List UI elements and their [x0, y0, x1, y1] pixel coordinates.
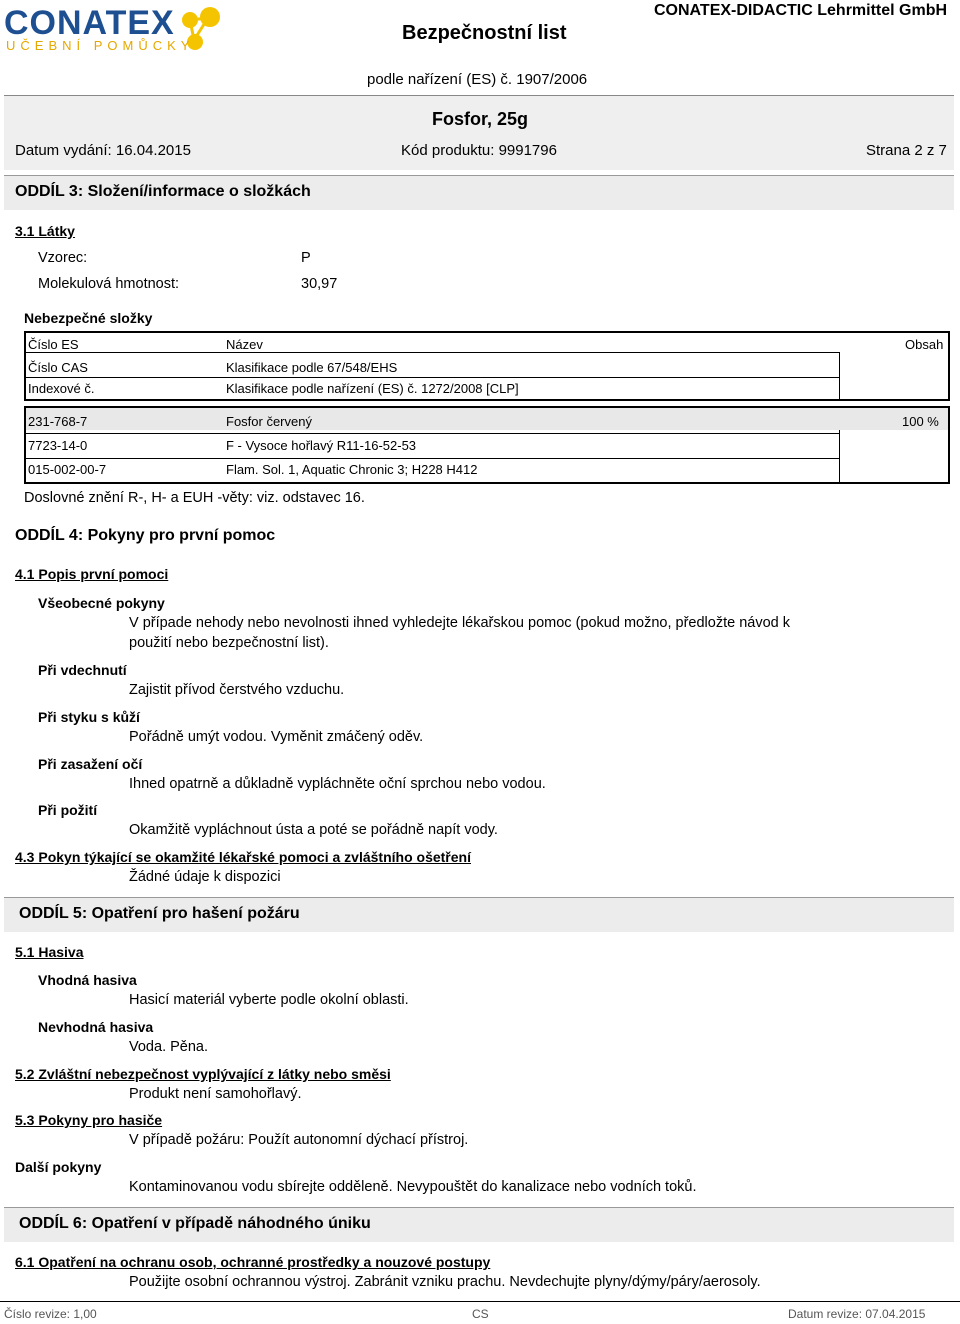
- language-code: CS: [472, 1307, 489, 1321]
- molecular-weight-label: Molekulová hmotnost:: [38, 276, 180, 292]
- unsuitable-media-label: Nevhodná hasiva: [38, 1019, 154, 1035]
- header-classification-clp: Klasifikace podle nařízení (ES) č. 1272/2008 [CLP]: [226, 381, 519, 396]
- section-4-title: ODDÍL 4: Pokyny pro první pomoc: [15, 527, 276, 544]
- formula-label: Vzorec:: [38, 250, 88, 266]
- other-info-label: Další pokyny: [15, 1159, 102, 1175]
- r-h-phrases-note: Doslovné znění R-, H- a EUH -věty: viz. odstavec 16.: [24, 490, 365, 506]
- product-name: Fosfor, 25g: [431, 109, 529, 129]
- section-3-title: ODDÍL 3: Složení/informace o složkách: [15, 183, 311, 200]
- section-6-title: ODDÍL 6: Opatření v případě náhodného úniku: [19, 1215, 371, 1232]
- inhalation-label: Při vdechnutí: [38, 662, 127, 678]
- header-cas-number: Číslo CAS: [28, 360, 88, 375]
- product-code: Kód produktu: 9991796: [401, 142, 557, 159]
- logo-subtitle: UČEBNÍ POMŮCKY: [6, 38, 195, 53]
- general-text-line-2: použití nebo bezpečnostní list).: [129, 635, 329, 651]
- subsection-6-1: 6.1 Opatření na ochranu osob, ochranné prostředky a nouzové postupy: [15, 1254, 491, 1270]
- row-index-number: 015-002-00-7: [28, 462, 107, 477]
- section-5-title: ODDÍL 5: Opatření pro hašení požáru: [19, 905, 300, 922]
- revision-number: Číslo revize: 1,00: [4, 1307, 97, 1321]
- row-content: 100 %: [902, 414, 939, 429]
- other-info-text: Kontaminovanou vodu sbírejte odděleně. Nevypouštět do kanalizace nebo vodních toků.: [129, 1179, 697, 1195]
- header-classification-eec: Klasifikace podle 67/548/EHS: [226, 360, 398, 375]
- subsection-3-1: 3.1 Látky: [15, 223, 75, 239]
- row-cas-number: 7723-14-0: [28, 438, 88, 453]
- hazard-components-title: Nebezpečné složky: [24, 310, 153, 326]
- molecular-weight-value: 30,97: [301, 276, 338, 292]
- suitable-media-label: Vhodná hasiva: [38, 972, 137, 988]
- issue-date: Datum vydání: 16.04.2015: [15, 142, 191, 159]
- formula-value: P: [301, 250, 311, 266]
- ingestion-text: Okamžitě vypláchnout ústa a poté se pořádně napít vody.: [129, 822, 498, 838]
- general-label: Všeobecné pokyny: [38, 595, 165, 611]
- subsection-4-1: 4.1 Popis první pomoci: [15, 566, 169, 582]
- row-classification-eec: F - Vysoce hořlavý R11-16-52-53: [226, 438, 417, 453]
- inhalation-text: Zajistit přívod čerstvého vzduchu.: [129, 682, 345, 698]
- row-ec-number: 231-768-7: [28, 414, 88, 429]
- skin-contact-text: Pořádně umýt vodou. Vyměnit zmáčený oděv.: [129, 729, 424, 745]
- logo-wordmark: CONATEX: [4, 4, 175, 42]
- row-classification-clp: Flam. Sol. 1, Aquatic Chronic 3; H228 H412: [226, 462, 478, 477]
- general-text-line-1: V případe nehody nebo nevolnosti ihned vyhledejte lékařskou pomoc (pokud možno, předložte návod k: [129, 615, 790, 631]
- subsection-5-3-text: V případě požáru: Použít autonomní dýchací přístroj.: [129, 1132, 469, 1148]
- subsection-4-3: 4.3 Pokyn týkající se okamžité lékařské pomoci a zvláštního ošetření: [15, 849, 471, 865]
- revision-date: Datum revize: 07.04.2015: [788, 1307, 926, 1321]
- subsection-5-3: 5.3 Pokyny pro hasiče: [15, 1112, 163, 1128]
- company-name: CONATEX-DIDACTIC Lehrmittel GmbH: [654, 2, 948, 19]
- document-title: Bezpečnostní list: [402, 22, 567, 44]
- skin-contact-label: Při styku s kůží: [38, 709, 140, 725]
- subsection-5-2-text: Produkt není samohořlavý.: [129, 1086, 302, 1102]
- header-index-number: Indexové č.: [28, 381, 95, 396]
- ingestion-label: Při požití: [38, 802, 98, 818]
- header-name: Název: [226, 337, 263, 352]
- eye-contact-label: Při zasažení očí: [38, 756, 143, 772]
- header-ec-number: Číslo ES: [28, 337, 79, 352]
- subsection-6-1-text: Použijte osobní ochrannou výstroj. Zabránit vzniku prachu. Nevdechujte plyny/dýmy/páry/aerosoly.: [129, 1274, 761, 1290]
- row-name: Fosfor červený: [226, 414, 312, 429]
- subsection-5-1: 5.1 Hasiva: [15, 944, 84, 960]
- footer-divider: [0, 1301, 960, 1302]
- subsection-5-2: 5.2 Zvláštní nebezpečnost vyplývající z látky nebo směsi: [15, 1066, 391, 1082]
- suitable-media-text: Hasicí materiál vyberte podle okolní oblasti.: [129, 992, 409, 1008]
- eye-contact-text: Ihned opatrně a důkladně vypláchněte oční sprchou nebo vodou.: [129, 776, 546, 792]
- unsuitable-media-text: Voda. Pěna.: [129, 1039, 209, 1055]
- page-number: Strana 2 z 7: [866, 142, 947, 159]
- regulation-text: podle nařízení (ES) č. 1907/2006: [367, 71, 588, 88]
- subsection-4-3-text: Žádné údaje k dispozici: [129, 869, 281, 885]
- header-content: Obsah: [905, 337, 944, 352]
